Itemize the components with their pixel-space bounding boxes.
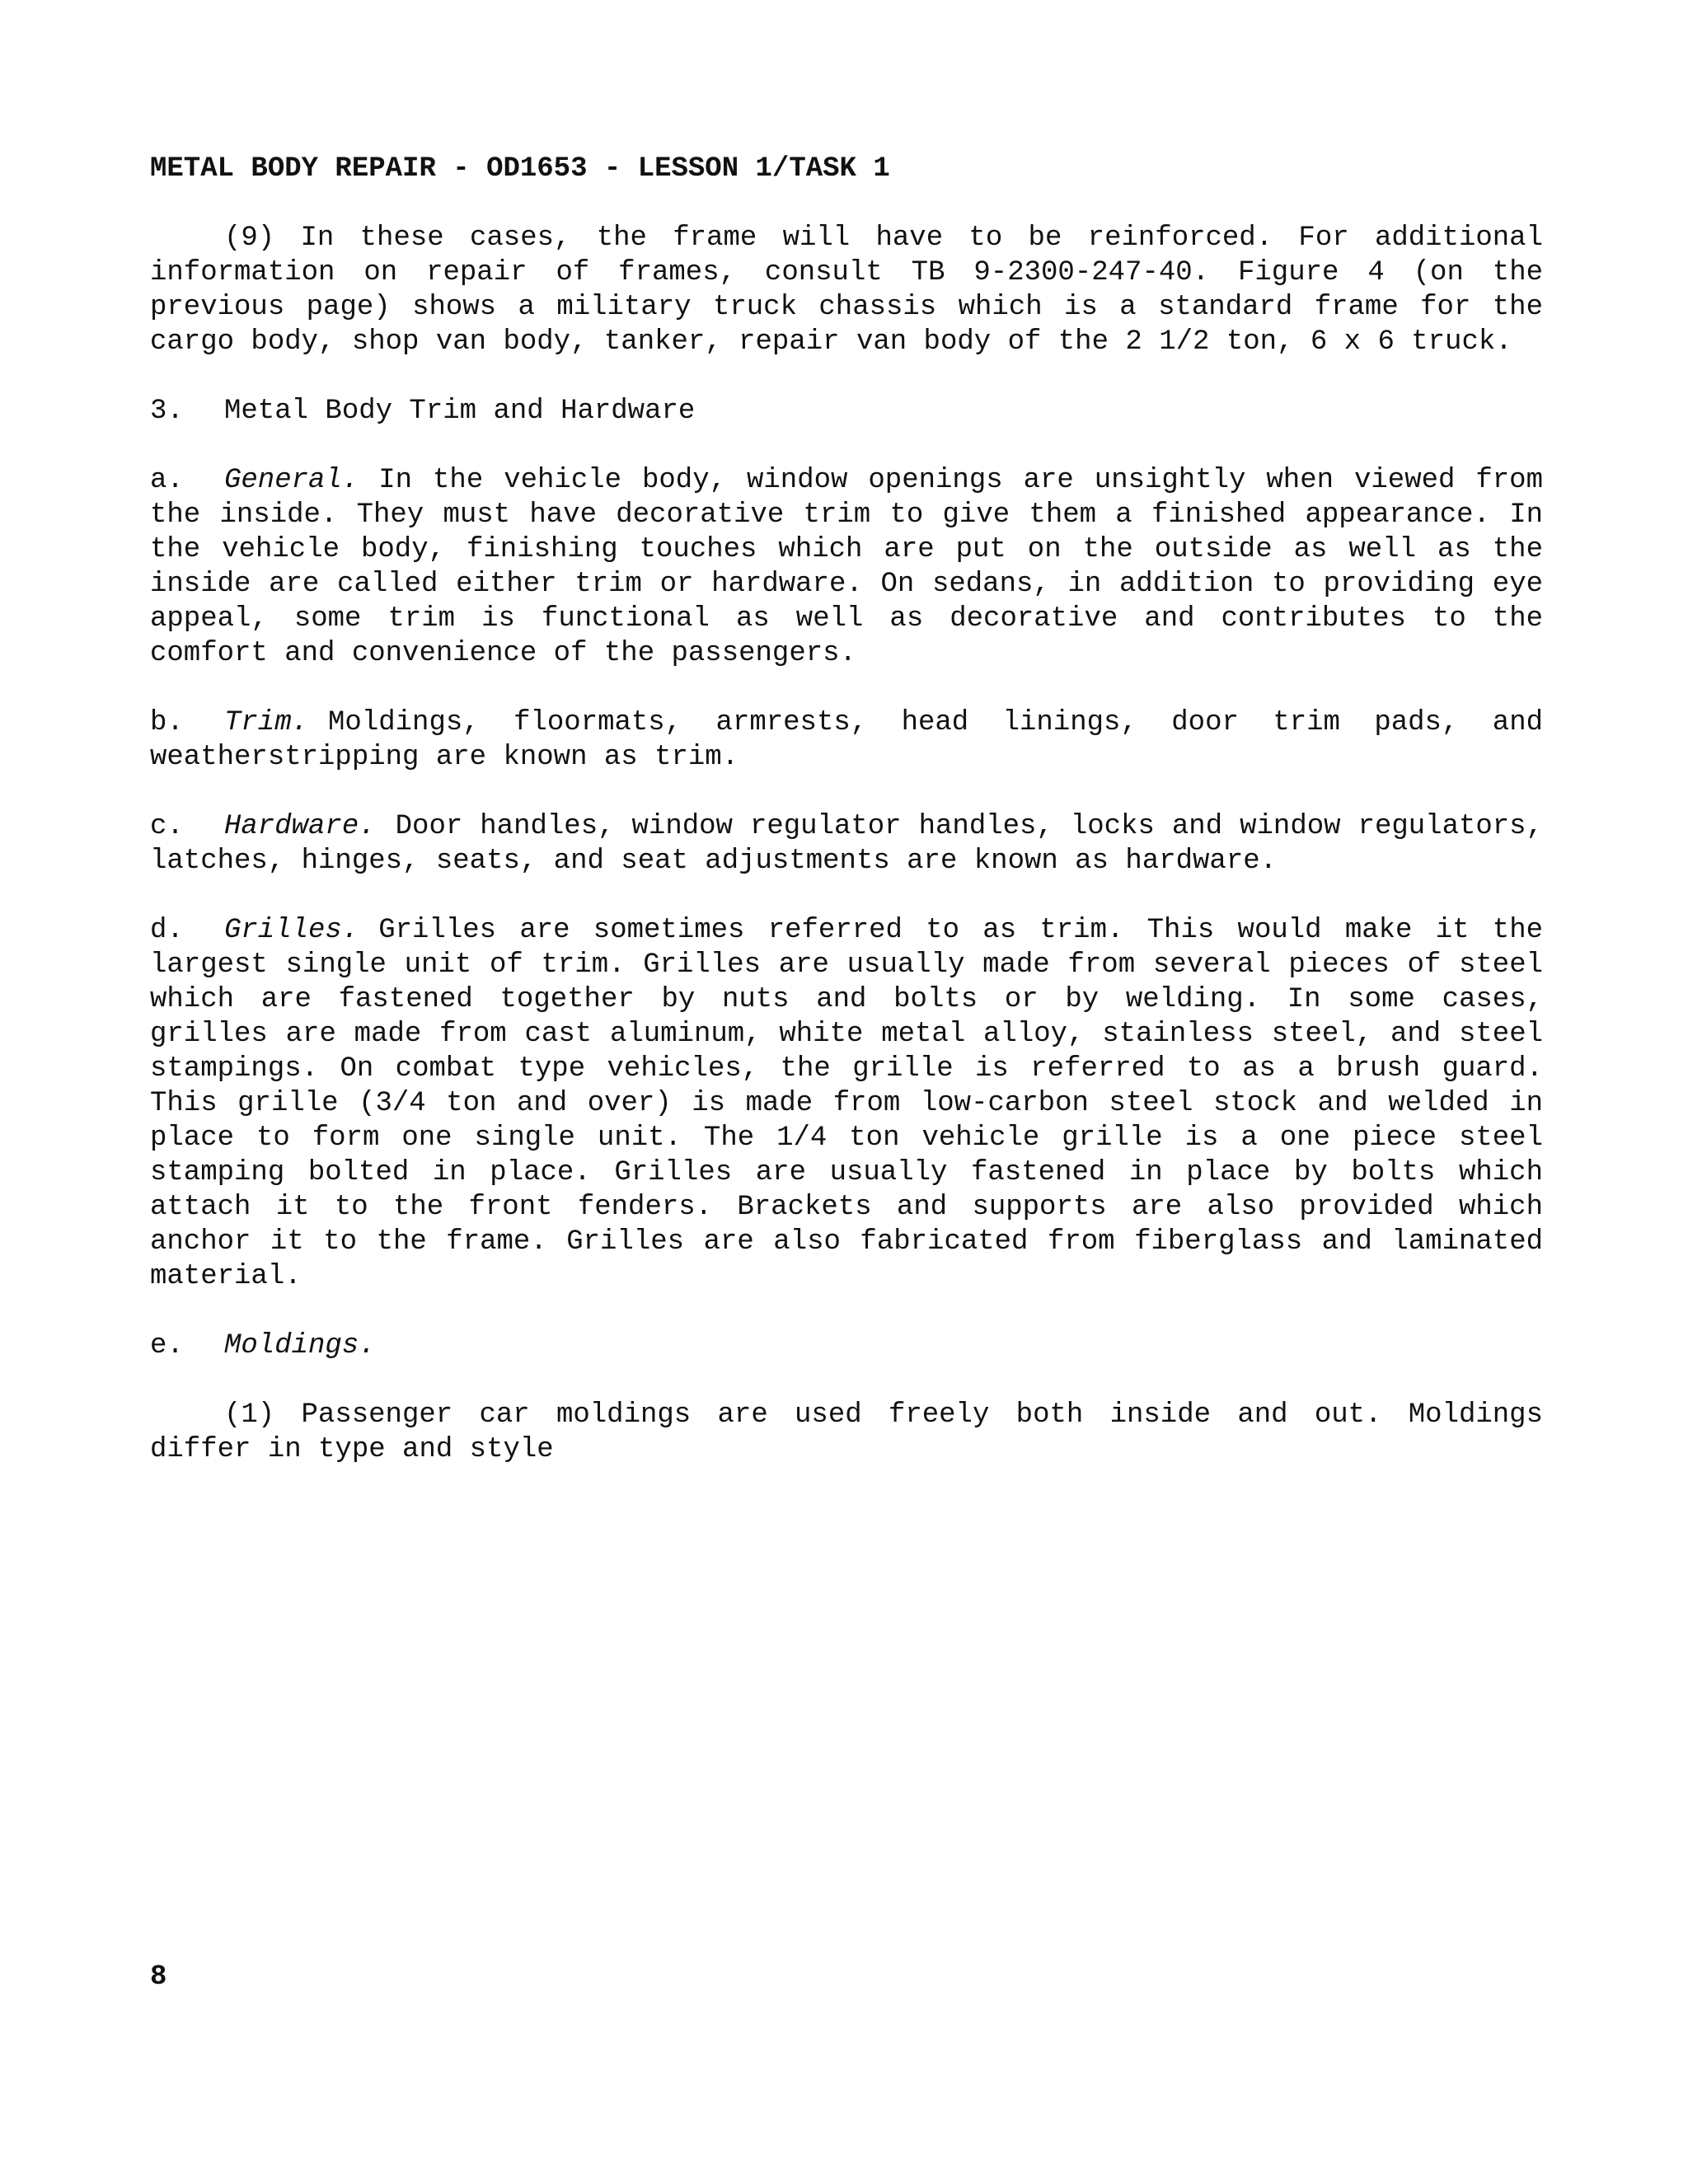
paragraph-c-text: Door handles, window regulator handles, locks and window regulators, latches, hinges, seats, and seat adjustments are known as hardware. <box>150 811 1543 877</box>
paragraph-a <box>150 463 1543 671</box>
section-3-heading <box>150 394 1543 429</box>
paragraph-e-label: e. <box>150 1330 184 1361</box>
paragraph-9: (9) In these cases, the frame will have to be reinforced. For additional information on repair of frames, consult TB 9-2300-247-40. Figure 4 (on the previous page) shows a military truck chassis which is a standard frame for the cargo body, shop van body, tanker, repair van body of the 2 1/2 ton, 6 x 6 truck. <box>150 223 1543 358</box>
paragraph-e-1: (1) Passenger car moldings are used freely both inside and out. Moldings differ in type and style <box>150 1399 1543 1465</box>
paragraph-b-text: Moldings, floormats, armrests, head linings, door trim pads, and weatherstripping are known as trim. <box>150 707 1543 773</box>
page-number: 8 <box>150 1961 167 1993</box>
paragraph-c-label: c. <box>150 811 184 842</box>
paragraph-c <box>150 809 1543 879</box>
paragraph-d-term: Grilles. <box>224 915 359 946</box>
document-body <box>150 221 1543 1502</box>
paragraph-b-term: Trim. <box>224 707 309 738</box>
paragraph-d <box>150 913 1543 1294</box>
paragraph-d-text: Grilles are sometimes referred to as trim. This would make it the largest single unit of trim. Grilles are usually made from several pieces of steel which are fastened together by nuts and bolts or by welding. In some cases, grilles are made from cast aluminum, white metal alloy, stainless steel, and steel stampings. On combat type vehicles, the grille is referred to as a brush guard. This grille (3/4 ton and over) is made from low-carbon steel stock and welded in place to form one single unit. The 1/4 ton vehicle grille is a one piece steel stamping bolted in place. Grilles are usually fastened in place by bolts which attach it to the front fenders. Brackets and supports are also provided which anchor it to the frame. Grilles are also fabricated from fiberglass and laminated material. <box>150 915 1543 1292</box>
paragraph-b-label: b. <box>150 707 184 738</box>
section-3-number: 3. <box>150 396 184 427</box>
paragraph-a-text: In the vehicle body, window openings are unsightly when viewed from the inside. They must have decorative trim to give them a finished appearance. In the vehicle body, finishing touches which are put on the outside as well as the inside are called either trim or hardware. On sedans, in addition to providing eye appeal, some trim is functional as well as decorative and contributes to the comfort and convenience of the passengers. <box>150 465 1543 669</box>
paragraph-e <box>150 1329 1543 1363</box>
document-page <box>150 0 1543 2184</box>
paragraph-a-label: a. <box>150 465 184 496</box>
page-header: METAL BODY REPAIR - OD1653 - LESSON 1/TASK 1 <box>150 153 890 185</box>
paragraph-d-label: d. <box>150 915 184 946</box>
section-3-title: Metal Body Trim and Hardware <box>224 396 696 427</box>
paragraph-b <box>150 705 1543 775</box>
paragraph-e-term: Moldings. <box>224 1330 376 1361</box>
paragraph-c-term: Hardware. <box>224 811 376 842</box>
paragraph-a-term: General. <box>224 465 359 496</box>
